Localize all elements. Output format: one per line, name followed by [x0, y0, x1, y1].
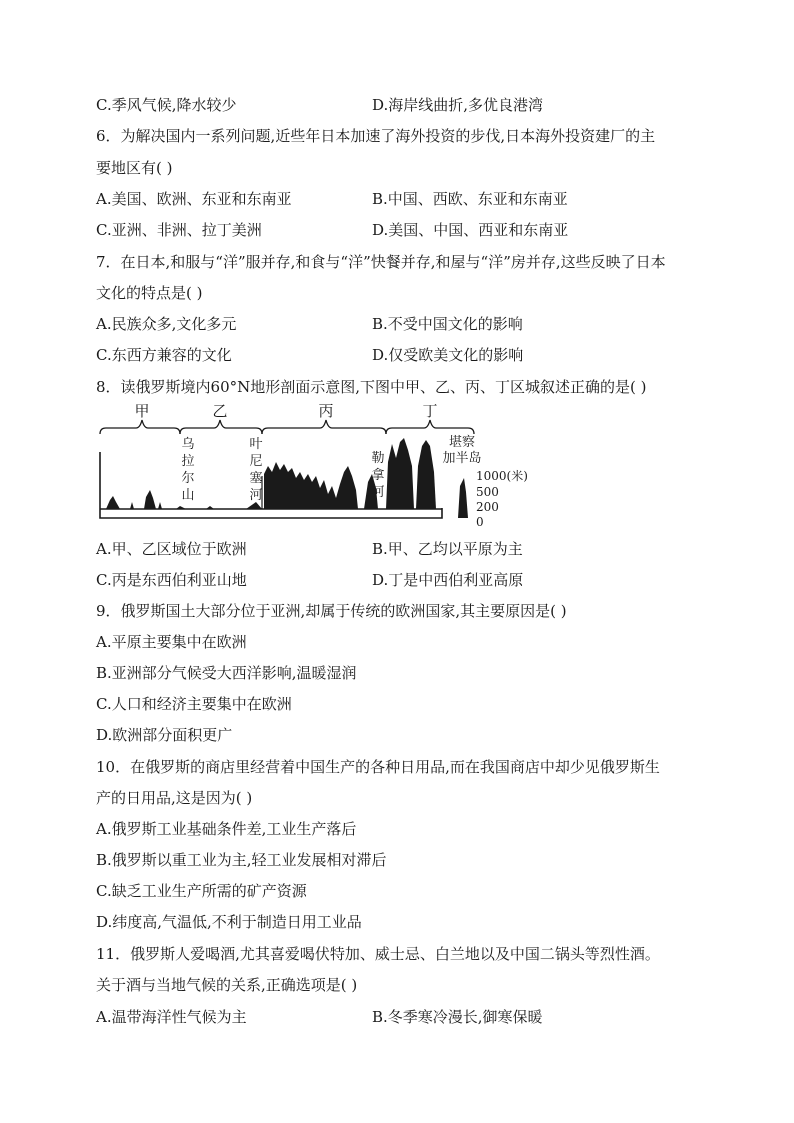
- svg-text:河: 河: [249, 488, 263, 503]
- terrain-east-siberia-2: [416, 440, 436, 509]
- q9-option-c: C.人口和经济主要集中在欧洲: [96, 695, 292, 713]
- q11-option-b: B.冬季寒冷漫长,御寒保暖: [372, 1008, 543, 1026]
- q6-option-d: D.美国、中国、西亚和东南亚: [372, 221, 569, 239]
- q7-option-b: B.不受中国文化的影响: [372, 315, 523, 333]
- q10-stem-line-2: 产的日用品,这是因为( ): [96, 789, 253, 807]
- svg-text:拿: 拿: [371, 468, 385, 483]
- q11-stem-line-1: 11．俄罗斯人爱喝酒,尤其喜爱喝伏特加、威士忌、白兰地以及中国二锅头等烈性酒。: [96, 945, 660, 963]
- region-label-bing: 丙: [318, 402, 334, 420]
- q9-option-d: D.欧洲部分面积更广: [96, 726, 233, 744]
- q8-option-a: A.甲、乙区域位于欧洲: [96, 540, 247, 558]
- region-brace-jia: [100, 420, 180, 434]
- svg-text:勒: 勒: [371, 451, 385, 466]
- q8-option-d: D.丁是中西伯利亚高原: [372, 571, 524, 589]
- svg-text:山: 山: [181, 488, 195, 503]
- region-label-ding: 丁: [422, 402, 438, 420]
- q7-stem-line-1: 7．在日本,和服与“洋”服并存,和食与“洋”快餐并存,和屋与“洋”房并存,这些反映了日本: [96, 253, 666, 271]
- region-label-yi: 乙: [212, 402, 228, 420]
- svg-text:叶: 叶: [249, 437, 263, 452]
- q9-stem: 9．俄罗斯国土大部分位于亚洲,却属于传统的欧洲国家,其主要原因是( ): [96, 602, 567, 620]
- q7-option-a: A.民族众多,文化多元: [96, 315, 237, 333]
- svg-text:乌: 乌: [181, 437, 195, 452]
- region-label-jia: 甲: [134, 402, 150, 420]
- q7-stem-line-2: 文化的特点是( ): [96, 284, 203, 302]
- q9-option-a: A.平原主要集中在欧洲: [96, 633, 247, 651]
- q5-option-c: C.季风气候,降水较少: [96, 96, 237, 114]
- terrain-profile-figure: [96, 402, 528, 529]
- terrain-kamchatka: [458, 478, 468, 518]
- terrain-central-plateau: [264, 462, 358, 509]
- q6-option-b: B.中国、西欧、东亚和东南亚: [372, 190, 568, 208]
- label-kamchatka-line-2: 加半岛: [442, 451, 482, 466]
- label-ural-mountains: [181, 437, 194, 503]
- q5-option-d: D.海岸线曲折,多优良港湾: [372, 96, 544, 114]
- region-brace-ding: [386, 420, 474, 434]
- q7-option-d: D.仅受欧美文化的影响: [372, 346, 524, 364]
- scale-label-500: 500: [476, 485, 499, 499]
- region-brace-bing: [262, 420, 386, 434]
- svg-text:拉: 拉: [181, 454, 195, 469]
- q11-option-a: A.温带海洋性气候为主: [96, 1008, 247, 1026]
- q7-option-c: C.东西方兼容的文化: [96, 346, 232, 364]
- q9-option-b: B.亚洲部分气候受大西洋影响,温暖湿润: [96, 664, 357, 682]
- scale-label-200: 200: [476, 500, 499, 514]
- svg-text:河: 河: [371, 485, 385, 500]
- q10-option-d: D.纬度高,气温低,不利于制造日用工业品: [96, 913, 362, 931]
- svg-text:塞: 塞: [249, 471, 263, 486]
- label-yenisei-river: [249, 437, 262, 503]
- scale-label-0: 0: [476, 515, 484, 529]
- q10-option-b: B.俄罗斯以重工业为主,轻工业发展相对滞后: [96, 851, 387, 869]
- label-kamchatka-line-1: 堪察: [448, 435, 476, 450]
- q6-option-c: C.亚洲、非洲、拉丁美洲: [96, 221, 262, 239]
- label-lena-river: [371, 450, 384, 500]
- q8-option-c: C.丙是东西伯利亚山地: [96, 571, 247, 589]
- q11-stem-line-2: 关于酒与当地气候的关系,正确选项是( ): [96, 976, 358, 994]
- q8-option-b: B.甲、乙均以平原为主: [372, 540, 523, 558]
- q6-option-a: A.美国、欧洲、东亚和东南亚: [96, 190, 292, 208]
- scale-label-1000: 1000(米): [476, 469, 528, 483]
- q10-option-c: C.缺乏工业生产所需的矿产资源: [96, 882, 307, 900]
- q10-stem-line-1: 10．在俄罗斯的商店里经营着中国生产的各种日用品,而在我国商店中却少见俄罗斯生: [96, 758, 660, 776]
- q6-stem-line-2: 要地区有( ): [96, 159, 173, 177]
- q6-stem-line-1: 6．为解决国内一系列问题,近些年日本加速了海外投资的步伐,日本海外投资建厂的主: [96, 127, 656, 145]
- region-brace-yi: [180, 420, 262, 434]
- svg-text:尔: 尔: [181, 471, 195, 486]
- q10-option-a: A.俄罗斯工业基础条件差,工业生产落后: [96, 820, 357, 838]
- q8-stem: 8．读俄罗斯境内60°N地形剖面示意图,下图中甲、乙、丙、丁区城叙述正确的是( ): [96, 378, 647, 396]
- terrain-east-siberia: [386, 438, 414, 509]
- svg-text:尼: 尼: [249, 454, 263, 469]
